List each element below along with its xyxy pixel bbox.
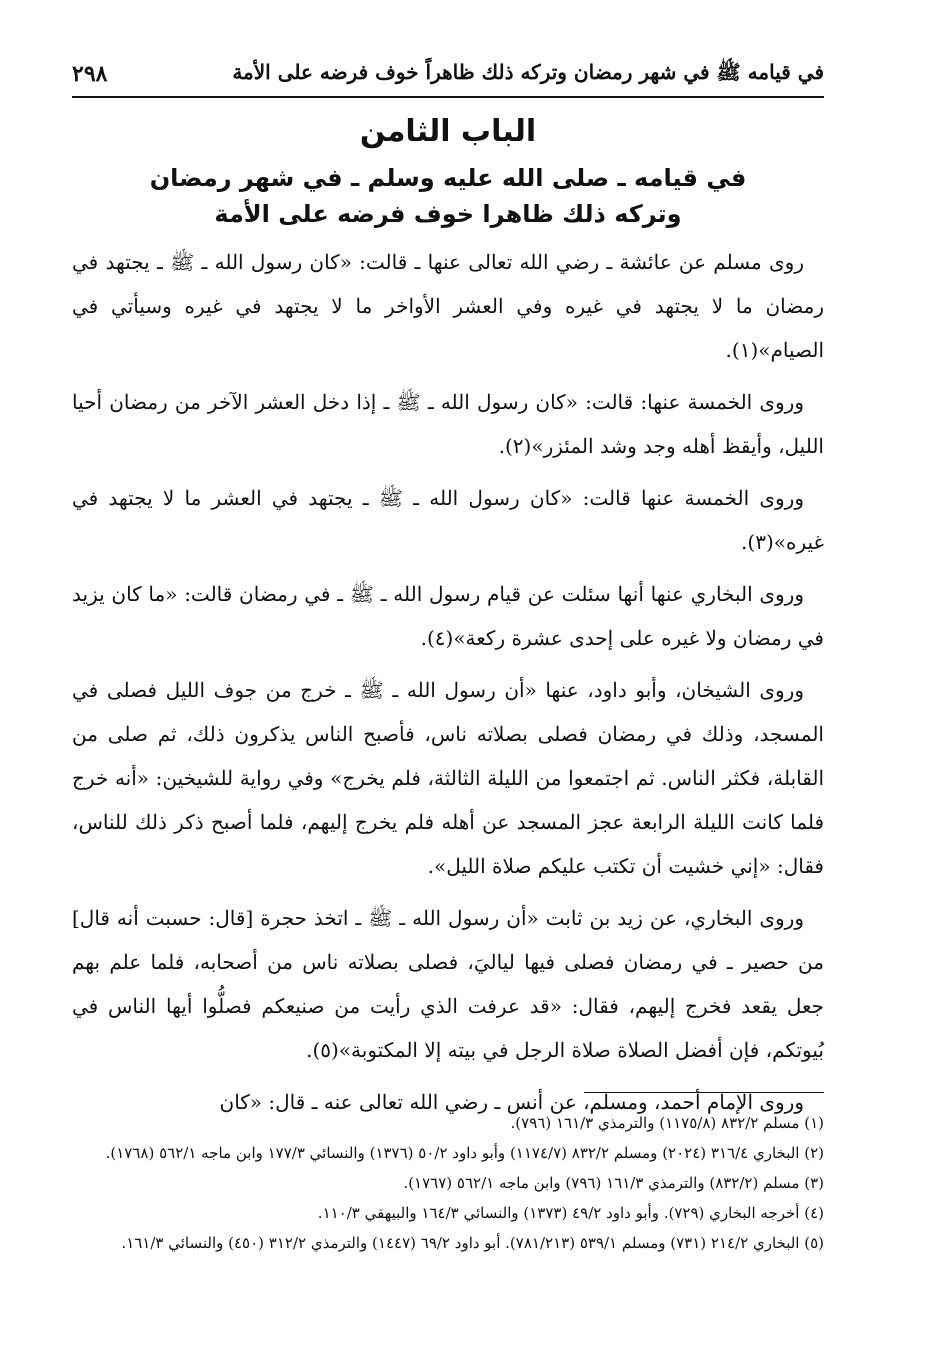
footnote: (٣) مسلم (٨٣٢/٢) والترمذي ١٦١/٣ (٧٩٦) وابن ماجه ٥٦٢/١ (١٧٦٧). (403, 1174, 824, 1192)
paragraph: وروى البخاري عنها أنها سئلت عن قيام رسول الله ـ ﷺ ـ في رمضان قالت: «ما كان يزيد في رمضان ولا غيره على إحدى عشرة ركعة»(٤). (72, 582, 824, 650)
page-number: ٢٩٨ (72, 61, 108, 87)
footnote: (٤) أخرجه البخاري (٧٢٩). وأبو داود ٤٩/٢ (١٣٧٣) والنسائي ١٦٤/٣ والبيهقي ١١٠/٣. (317, 1204, 824, 1222)
chapter-subtitle (72, 160, 824, 232)
running-header (72, 52, 824, 98)
footnote: (٢) البخاري ٣١٦/٤ (٢٠٢٤) ومسلم ٨٣٢/٢ (١١٧٤/٧) وأبو داود ٥٠/٢ (١٣٧٦) والنسائي ١٧٧/٣ وابن ماجه ٥٦٢/١ (١٧٦٨). (105, 1144, 824, 1162)
footnotes (72, 1108, 824, 1258)
paragraph: وروى الإمام أحمد، ومسلم، عن أنس ـ رضي الله تعالى عنه ـ قال: «كان (219, 1090, 804, 1114)
paragraph: وروى الشيخان، وأبو داود، عنها «أن رسول الله ـ ﷺ ـ خرج من جوف الليل فصلى في المسجد، وذلك في رمضان فصلى بصلاته ناس، فأصبح الناس يذكرون ذلك، ثم صلى من القابلة، فكثر الناس. ثم اجتمعوا من الليلة الثالثة، فلم يخرج» وفي رواية للشيخين: «أنه خرج فلما كانت الليلة الرابعة عجز المسجد عن أهله فلم يخرج إليهم، فلما أصبح ذكر ذلك للناس، فقال: «إني خشيت أن تكتب عليكم صلاة الليل». (72, 678, 825, 878)
chapter-subtitle-line-1: في قيامه ـ صلى الله عليه وسلم ـ في شهر رمضان (149, 164, 747, 192)
paragraph: وروى الخمسة عنها: قالت: «كان رسول الله ـ ﷺ ـ إذا دخل العشر الآخر من رمضان أحيا الليل، وأيقظ أهله وجد وشد المئزر»(٢). (72, 390, 824, 458)
chapter-subtitle-line-2: وتركه ذلك ظاهرا خوف فرضه على الأمة (214, 200, 682, 228)
footnote-separator (584, 1092, 824, 1093)
body-text (72, 240, 824, 1124)
paragraph: روى مسلم عن عائشة ـ رضي الله تعالى عنها ـ قالت: «كان رسول الله ـ ﷺ ـ يجتهد في رمضان ما لا يجتهد في غيره وفي العشر الأواخر ما لا يجتهد في غيره وسيأتي في الصيام»(١). (72, 250, 824, 362)
footnote: (٥) البخاري ٢١٤/٢ (٧٣١) ومسلم ٥٣٩/١ (٧٨١/٢١٣). أبو داود ٦٩/٢ (١٤٤٧) والترمذي ٣١٢/٢ (٤٥٠) والنسائي ١٦١/٣. (121, 1234, 824, 1252)
book-page (72, 52, 824, 1332)
paragraph: وروى الخمسة عنها قالت: «كان رسول الله ـ ﷺ ـ يجتهد في العشر ما لا يجتهد في غيره»(٣). (72, 486, 824, 554)
running-title: في قيامه ﷺ في شهر رمضان وتركه ذلك ظاهراً خوف فرضه على الأمة (232, 59, 824, 84)
footnote: (١) مسلم ٨٣٢/٢ (١١٧٥/٨) والترمذي ١٦١/٣ (٧٩٦). (510, 1114, 824, 1132)
chapter-title: الباب الثامن (359, 114, 537, 149)
paragraph: وروى البخاري، عن زيد بن ثابت «أن رسول الله ـ ﷺ ـ اتخذ حجرة [قال: حسبت أنه قال] من حصير ـ في رمضان فصلى فيها لياليَ، فصلى بصلاته ناس من أصحابه، فلما علم بهم جعل يقعد فخرج إليهم، فقال: «قد عرفت الذي رأيت من صنيعكم فصلُّوا أيها الناس في بُيوتكم، فإن أفضل الصلاة صلاة الرجل في بيته إلا المكتوبة»(٥). (72, 906, 824, 1062)
